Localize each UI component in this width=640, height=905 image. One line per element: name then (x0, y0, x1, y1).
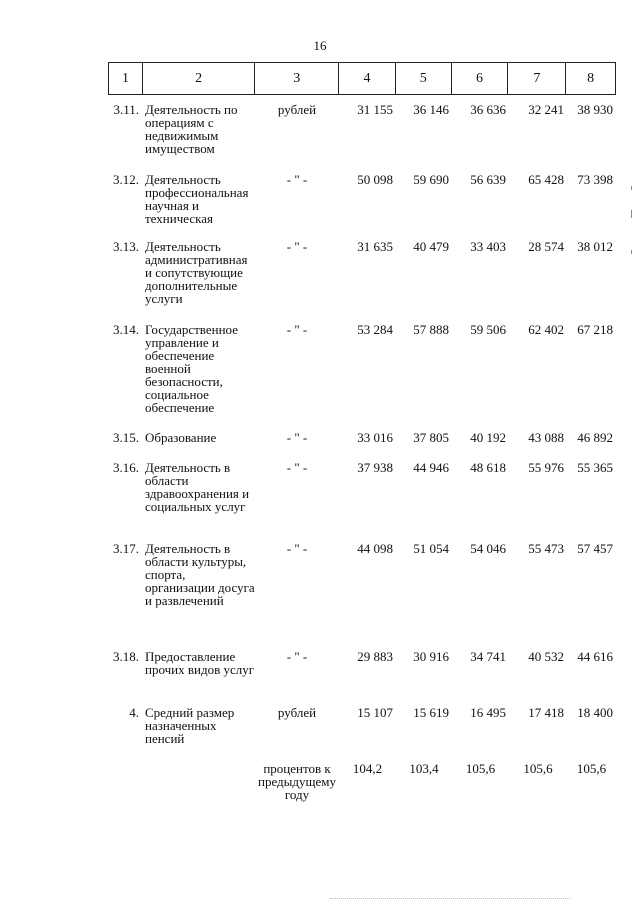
row-value-col-6: 36 636 (470, 102, 506, 117)
row-name: Предоставление прочих видов услуг (145, 649, 255, 677)
row-value-col-7: 65 428 (528, 172, 564, 187)
table-row (108, 103, 616, 155)
row-value-col-5: 51 054 (413, 541, 449, 556)
row-unit: рублей (277, 705, 317, 720)
row-name: Деятельность административная и сопутствующие дополнительные услуги (145, 239, 248, 306)
row-value-col-5: 37 805 (413, 430, 449, 445)
row-value-col-6: 33 403 (470, 239, 506, 254)
row-value-col-7: 40 532 (528, 649, 564, 664)
row-value-col-4: 15 107 (357, 705, 393, 720)
row-number: 3.16. (113, 460, 139, 475)
row-name: Средний размер назначенных пенсий (145, 705, 235, 746)
row-value-col-7: 55 976 (528, 460, 564, 475)
row-number: 3.12. (113, 172, 139, 187)
table-row (108, 173, 616, 225)
row-value-col-6: 54 046 (470, 541, 506, 556)
row-number: 3.15. (113, 430, 139, 445)
row-unit: - " - (286, 649, 308, 664)
scan-edge-mark (631, 250, 632, 254)
row-name: Деятельность в области культуры, спорта, организации досуга и развлечений (145, 541, 255, 608)
table-row (108, 762, 616, 801)
row-value-col-4: 53 284 (357, 322, 393, 337)
scan-edge-mark (631, 210, 632, 218)
row-value-col-7: 32 241 (528, 102, 564, 117)
row-name: Образование (145, 430, 217, 445)
row-value-col-8: 46 892 (577, 430, 613, 445)
page-number: 16 (313, 38, 327, 53)
scan-artifact (330, 898, 570, 901)
scan-edge-mark (631, 186, 632, 190)
header-col-2: 2 (143, 63, 256, 94)
row-value-col-4: 33 016 (357, 430, 393, 445)
row-name: Деятельность в области здравоохранения и социальных услуг (145, 460, 250, 514)
row-value-col-6: 59 506 (470, 322, 506, 337)
table-row (108, 706, 616, 745)
row-value-col-5: 15 619 (413, 705, 449, 720)
table-row (108, 461, 616, 513)
row-unit: - " - (286, 430, 308, 445)
header-col-4: 4 (339, 63, 396, 94)
row-value-col-7: 28 574 (528, 239, 564, 254)
row-unit: - " - (286, 541, 308, 556)
row-value-col-5: 30 916 (413, 649, 449, 664)
row-value-col-8: 73 398 (577, 172, 613, 187)
row-value-col-7: 43 088 (528, 430, 564, 445)
row-value-col-5: 57 888 (413, 322, 449, 337)
row-value-col-6: 48 618 (470, 460, 506, 475)
header-col-5: 5 (396, 63, 452, 94)
row-value-col-7: 62 402 (528, 322, 564, 337)
row-value-col-8: 57 457 (577, 541, 613, 556)
row-value-col-8: 105,6 (576, 761, 607, 776)
row-unit: - " - (286, 460, 308, 475)
row-value-col-4: 31 155 (357, 102, 393, 117)
row-value-col-5: 36 146 (413, 102, 449, 117)
row-number: 3.11. (113, 102, 139, 117)
header-col-1: 1 (109, 63, 143, 94)
row-number: 4. (129, 705, 139, 720)
row-value-col-7: 17 418 (528, 705, 564, 720)
row-unit: рублей (277, 102, 317, 117)
row-value-col-6: 105,6 (465, 761, 496, 776)
row-value-col-4: 104,2 (352, 761, 383, 776)
row-name: Деятельность профессиональная научная и техническая (145, 172, 249, 226)
table-row (108, 431, 616, 444)
table-row (108, 240, 616, 305)
row-value-col-8: 38 930 (577, 102, 613, 117)
row-value-col-6: 56 639 (470, 172, 506, 187)
row-name: Деятельность по операциям с недвижимым имуществом (145, 102, 238, 156)
row-value-col-4: 37 938 (357, 460, 393, 475)
row-value-col-8: 38 012 (577, 239, 613, 254)
table-header-row (108, 62, 616, 95)
row-name: Государственное управление и обеспечение военной безопасности, социальное обеспечение (145, 322, 238, 415)
row-unit: процентов к предыдущему году (257, 761, 337, 802)
row-value-col-8: 44 616 (577, 649, 613, 664)
row-value-col-6: 40 192 (470, 430, 506, 445)
row-value-col-4: 29 883 (357, 649, 393, 664)
row-value-col-5: 59 690 (413, 172, 449, 187)
header-col-7: 7 (508, 63, 566, 94)
row-value-col-6: 34 741 (470, 649, 506, 664)
header-col-6: 6 (452, 63, 509, 94)
row-value-col-8: 18 400 (577, 705, 613, 720)
row-value-col-8: 67 218 (577, 322, 613, 337)
row-unit: - " - (286, 322, 308, 337)
row-value-col-5: 103,4 (409, 761, 439, 776)
row-value-col-5: 44 946 (413, 460, 449, 475)
row-value-col-7: 105,6 (523, 761, 553, 776)
row-value-col-4: 50 098 (357, 172, 393, 187)
row-number: 3.18. (113, 649, 139, 664)
row-number: 3.17. (113, 541, 139, 556)
header-col-3: 3 (255, 63, 339, 94)
row-value-col-8: 55 365 (577, 460, 613, 475)
header-col-8: 8 (587, 70, 595, 86)
row-value-col-7: 55 473 (528, 541, 564, 556)
row-value-col-5: 40 479 (413, 239, 449, 254)
table-row (108, 542, 616, 607)
row-unit: - " - (286, 239, 308, 254)
row-number: 3.14. (113, 322, 139, 337)
table-row (108, 323, 616, 414)
row-unit: - " - (286, 172, 308, 187)
table-row (108, 650, 616, 676)
row-name (142, 762, 255, 801)
row-number (108, 762, 142, 801)
row-number: 3.13. (113, 239, 139, 254)
row-value-col-4: 44 098 (357, 541, 393, 556)
row-value-col-6: 16 495 (470, 705, 506, 720)
row-value-col-4: 31 635 (357, 239, 393, 254)
